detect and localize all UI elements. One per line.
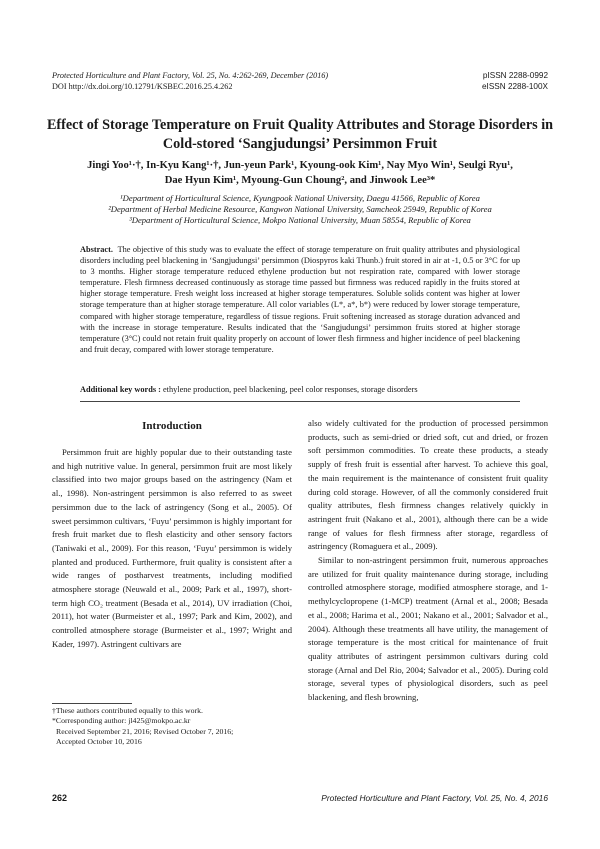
author-list — [40, 158, 560, 188]
keywords — [80, 384, 520, 395]
affiliation-2: ²Department of Herbal Medicine Resource, Kangwon National University, Samcheok 25949, Republic of Korea — [108, 204, 492, 214]
footnote-corresponding: *Corresponding author: jl425@mokpo.ac.kr — [52, 716, 191, 726]
abstract — [80, 244, 520, 355]
authors-line-1: Jingi Yoo¹·†, In-Kyu Kang¹·†, Jun-yeun Park¹, Kyoung-ook Kim¹, Nay Myo Win¹, Seulgi Ryu¹, — [87, 160, 513, 171]
affiliation-3: ³Department of Horticultural Science, Mokpo National University, Muan 58554, Republic of Korea — [129, 215, 471, 225]
footnote-equal-contribution: †These authors contributed equally to this work. — [52, 706, 203, 715]
authors-line-2: Dae Hyun Kim¹, Myoung-Gun Choung², and Jinwook Lee³* — [164, 175, 436, 186]
eissn: eISSN 2288-100X — [482, 82, 548, 91]
affiliations — [40, 193, 560, 226]
footnotes — [52, 706, 292, 748]
section-title-introduction: Introduction — [142, 420, 202, 432]
keywords-divider — [80, 401, 520, 402]
doi-line[interactable]: DOI http://dx.doi.org/10.12791/KSBEC.2016.25.4.262 — [52, 82, 233, 91]
pissn: pISSN 2288-0992 — [482, 71, 548, 80]
affiliation-1: ¹Department of Horticultural Science, Kyungpook National University, Daegu 41566, Republic of Korea — [120, 193, 480, 203]
page-number: 262 — [52, 793, 68, 803]
abstract-text: The objective of this study was to evaluate the effect of storage temperature on fruit quality attributes and physiological disorders including peel blackening in ‘Sangjudungsi’ persimmon (Diospyros kaki Thunb.) fruit stored in air at -1, 0.5 or 3°C for up to 3 months. Higher storage temperature reduced ethylene production but not respiration rate, compared with lower storage temperature. Flesh firmness decreased continuously as storage time passed but firmness was reduced rapidly in the fruits stored at higher storage temperature. Fresh weight loss increased at higher storage temperatures. Soluble solids content was higher at lower storage temperature than at higher storage temperature. All color variables (L*, a*, b*) were reduced by lower storage temperature, compared with higher storage temperature, regardless of tissue regions. Fruit softening increased as storage duration advanced and with the increase in storage temperature. Results indicated that the ‘Sangjudungsi’ persimmon fruits stored at higher storage temperature (3°C) could not retain fruit quality properly on account of lower flesh firmness and higher incidence of peel blackening and fruit decay, compared with lower storage temperature. — [80, 245, 520, 354]
footnote-divider — [52, 703, 132, 704]
footnote-accepted: Accepted October 10, 2016 — [56, 737, 142, 747]
journal-line: Protected Horticulture and Plant Factory, Vol. 25, No. 4:262-269, December (2016) — [52, 71, 329, 80]
paragraph: Similar to non-astringent persimmon fruit, numerous approaches are utilized for fruit quality maintenance during storage, including controlled atmosphere storage, modified atmosphere storage, and 1-methylcyclopropene (1-MCP) treatment (Arnal et al., 2008; Besada et al., 2008; Harima et al., 2001; Nakano et al., 2001; Salvador et al., 2004). Although these treatments all have utility, the management of storage temperature is the most critical for maintenance of fruit quality attributes of astringent persimmon cultivars during cold storage (Arnal and Del Rio, 2004; Salvador et al., 2005). During cold storage, several types of physiological disorders, such as peel blackening, and flesh browning, — [308, 555, 548, 703]
paragraph: also widely cultivated for the production of processed persimmon products, such as semi-dried or dried soft, cut and dried, or frozen soft persimmon commodities. To create these products, a steady supply of fresh fruit is essential after harvest. To achieve this goal, the main requirement is the maintenance of consistent fruit quality during cold storage. However, of all the commonly considered fruit quality attributes, flesh firmness changes relatively quickly in astringent fruit (Nakano et al., 2001), although there can be a wide range of values for flesh firmness after storage, regardless of astringency (Romaguera et al., 2009). — [308, 418, 548, 552]
footnote-received: Received September 21, 2016; Revised October 7, 2016; — [56, 726, 234, 736]
footer-journal: Protected Horticulture and Plant Factory, Vol. 25, No. 4, 2016 — [321, 793, 548, 803]
header-issn — [482, 70, 548, 92]
paper-title: Effect of Storage Temperature on Fruit Quality Attributes and Storage Disorders in Cold-stored ‘Sangjudungsi’ Persimmon Fruit — [46, 117, 554, 152]
keywords-label: Additional key words : — [80, 385, 161, 394]
keywords-text: ethylene production, peel blackening, peel color responses, storage disorders — [160, 385, 418, 394]
paragraph: Persimmon fruit are highly popular due to their outstanding taste and high nutritive value. In general, persimmon fruit are most likely classified into two major groups based on the astringency (Nam et al., 1998). Non-astringent persimmon is also referred to as sweet persimmon due to the lack of astringency (Song et al., 2005). Of sweet persimmon cultivars, ‘Fuyu’ persimmon is highly important for fresh fruit market due to flesh elasticity and other sensory factors (Taniwaki et al., 2009). For this reason, ‘Fuyu’ persimmon is widely planted and produced. Furthermore, fruit quality is consistent after a wide ranges of postharvest treatments, including modified atmosphere storage (Neuwald et al., 2009; Park et al., 1997), short-term high CO₂ treatment (Besada et al., 2014), UV irradiation (Choi, 2011), hot water (Burmeister et al., 1997; Park and Kim, 2002), and controlled atmosphere storage (Burmeister et al., 1997; Wright and Kader, 1997). Astringent cultivars are — [52, 447, 292, 649]
abstract-label: Abstract. — [80, 245, 113, 254]
right-column — [308, 417, 548, 705]
left-column — [52, 446, 292, 652]
header-citation — [52, 70, 328, 92]
